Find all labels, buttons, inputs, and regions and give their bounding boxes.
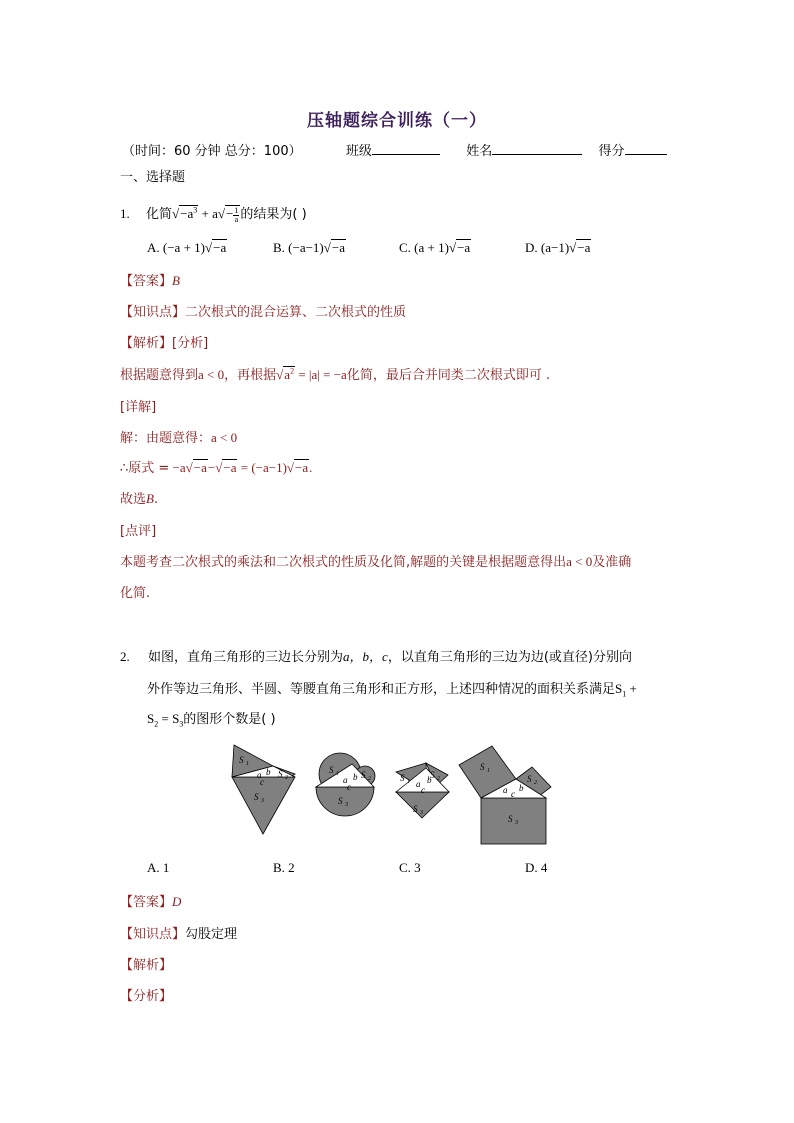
svg-text:b: b — [353, 772, 358, 782]
q2-option-c[interactable]: C. 3 — [399, 860, 421, 875]
q1-answer-value: B — [172, 273, 180, 288]
q1-knowledge-text: 二次根式的混合运算、二次根式的性质 — [185, 305, 407, 320]
svg-text:S: S — [430, 770, 435, 780]
q1-option-a[interactable]: A. (−a + 1)√−a — [147, 240, 227, 255]
svg-text:c: c — [347, 782, 351, 792]
svg-text:1: 1 — [246, 761, 249, 767]
svg-text:3: 3 — [261, 798, 264, 804]
exam-info-line — [122, 140, 667, 159]
q2-option-b[interactable]: B. 2 — [273, 860, 295, 875]
svg-text:1: 1 — [407, 779, 410, 785]
q1-expression: $√-a^3 + a√-$ $\frac{1}{a}$ — [172, 205, 239, 224]
svg-text:S: S — [338, 796, 343, 806]
q1-choose-line: 故选B. — [120, 491, 159, 507]
q1-option-d[interactable]: D. (a−1)√−a — [525, 240, 591, 255]
q2-stem-line1: 2. 如图，直角三角形的三边长分别为a，b，c，以直角三角形的三边为边(或直径)分别向 — [120, 649, 632, 665]
q1-knowledge-label: 【知识点】 — [120, 305, 186, 320]
svg-text:S: S — [278, 769, 283, 779]
svg-text:2: 2 — [534, 780, 537, 786]
q2-stem-line3: $S_2 = S_3$的图形个数是( ) — [147, 711, 276, 729]
svg-text:2: 2 — [285, 775, 288, 781]
q1-comment-label: [点评] — [120, 524, 157, 539]
svg-text:2: 2 — [437, 776, 440, 782]
q1-detail-label: [详解] — [120, 400, 157, 415]
q2-answer-label: 【答案】 — [120, 895, 173, 910]
q1-answer-label: 【答案】 — [120, 274, 173, 289]
q1-analysis-heading — [120, 332, 208, 351]
svg-text:b: b — [519, 783, 524, 793]
q2-analysis-sub: 【分析】 — [120, 989, 173, 1004]
svg-text:1: 1 — [336, 771, 339, 777]
class-label: 班级 — [345, 144, 372, 159]
q1-option-b[interactable]: B. (−a−1)√−a — [273, 240, 346, 255]
svg-text:a: a — [503, 785, 508, 795]
q1-answer — [120, 270, 180, 289]
q2-number: 2. — [120, 649, 130, 664]
q1-comment-line1: 本题考查二次根式的乘法和二次根式的性质及化简,解题的关键是根据题意得出a < 0及准确 — [120, 554, 632, 570]
svg-text:c: c — [511, 789, 515, 799]
q1-analysis-text: 根据题意得到a < 0，再根据$√a^2 = |a| = -a$化简，最后合并同类二次根式即可 . — [120, 366, 551, 383]
q2-stem-line2: 外作等边三角形、半圆、等腰直角三角形和正方形，上述四种情况的面积关系满足$S_1$ + — [147, 681, 637, 699]
q2-option-a[interactable]: A. 1 — [147, 860, 170, 875]
q1-option-c[interactable]: C. (a + 1)√−a — [399, 240, 471, 255]
svg-text:c: c — [421, 785, 425, 795]
svg-text:a: a — [416, 779, 421, 789]
svg-text:S: S — [508, 814, 513, 824]
q1-knowledge — [120, 301, 406, 320]
q2-analysis-label: 【解析】 — [120, 958, 173, 973]
svg-text:S: S — [329, 765, 334, 775]
svg-text:2: 2 — [368, 776, 371, 782]
svg-text:S: S — [527, 774, 532, 784]
q1-analysis-sub: [分析] — [172, 336, 209, 351]
svg-text:3: 3 — [515, 820, 518, 826]
name-label: 姓名 — [466, 144, 493, 159]
svg-text:c: c — [260, 777, 264, 787]
q1-analysis-label: 【解析】 — [120, 336, 173, 351]
q1-solution-line: 解：由题意得：a < 0 — [120, 430, 238, 446]
svg-text:S: S — [361, 770, 366, 780]
q1-therefore-line: ∴原式 = −a√−a−√−a = (−a−1)√−a. — [120, 460, 313, 476]
svg-text:S: S — [239, 755, 244, 765]
q2-knowledge-text: 勾股定理 — [185, 927, 238, 942]
q2-option-d[interactable]: D. 4 — [525, 860, 548, 875]
fig-squares — [459, 746, 551, 844]
q1-number: 1. — [120, 206, 130, 221]
svg-text:S: S — [400, 773, 405, 783]
q2-answer-value: D — [172, 894, 182, 909]
score-label: 得分 — [598, 144, 625, 159]
q1-stem-prefix: 化简 — [146, 207, 173, 222]
svg-text:3: 3 — [420, 810, 423, 816]
section-heading: 一、选择题 — [120, 170, 186, 185]
q2-figure — [226, 742, 556, 846]
svg-text:S: S — [480, 762, 485, 772]
svg-text:S: S — [413, 804, 418, 814]
svg-text:1: 1 — [487, 768, 490, 774]
q2-answer — [120, 891, 181, 910]
svg-text:a: a — [257, 770, 262, 780]
class-blank[interactable] — [372, 142, 440, 155]
svg-text:b: b — [427, 775, 432, 785]
svg-text:3: 3 — [345, 802, 348, 808]
svg-text:b: b — [266, 767, 271, 777]
svg-text:a: a — [343, 775, 348, 785]
score-blank[interactable] — [625, 142, 667, 155]
q2-knowledge — [120, 923, 237, 942]
name-blank[interactable] — [492, 142, 582, 155]
svg-text:S: S — [254, 792, 259, 802]
page-title: 压轴题综合训练（一） — [307, 111, 487, 131]
q1-stem-suffix: 的结果为( ) — [240, 207, 307, 222]
q1-comment-line2: 化简. — [120, 586, 151, 601]
time-info: （时间：60 分钟 总分：100） — [122, 144, 302, 159]
q1-stem — [120, 203, 307, 224]
q2-knowledge-label: 【知识点】 — [120, 927, 186, 942]
